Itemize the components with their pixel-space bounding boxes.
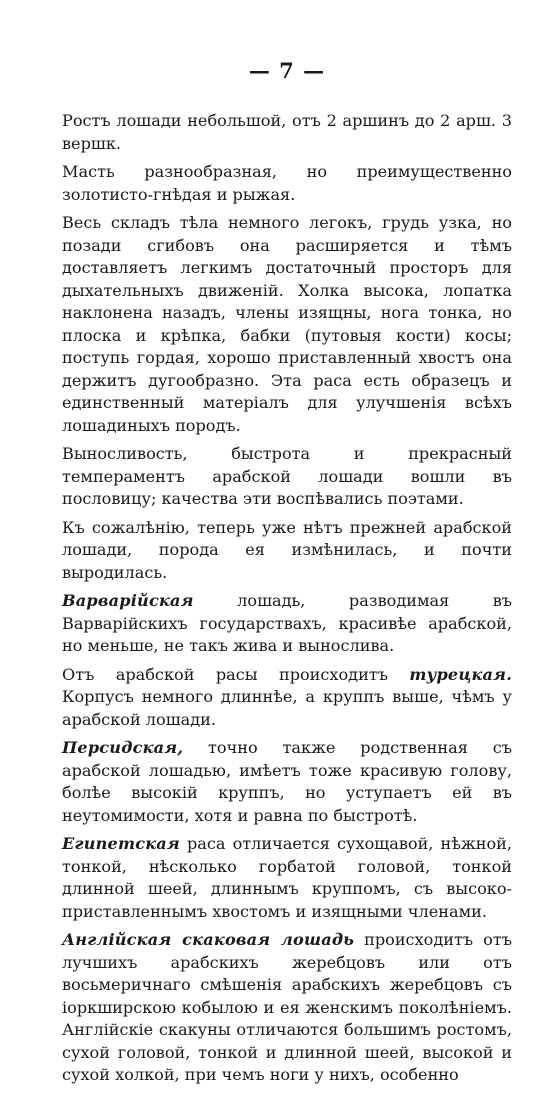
paragraph — [62, 110, 512, 155]
paragraph-text: Къ сожалѣнію, теперь уже нѣтъ прежней арабской лошади, порода ея измѣнилась, и почти выродилась. — [62, 517, 512, 582]
paragraph-text: Выносливость, быстрота и прекрасный темпераментъ арабской лошади вошли въ пословицу; качества эти воспѣвались поэтами. — [62, 444, 512, 508]
italic-term: Англійская скаковая лошадь — [62, 930, 355, 949]
italic-term: турецкая. — [409, 664, 512, 684]
paragraph-text: Корпусъ немного длиннѣе, а круппъ выше, чѣмъ у арабской лошади. — [62, 687, 512, 729]
body-text — [62, 110, 512, 1087]
paragraph — [62, 212, 512, 437]
paragraph-text: Отъ арабской расы происходитъ — [62, 664, 410, 684]
paragraph-text: Масть разнообразная, но преимущественно золотисто-гнѣдая и рыжая. — [62, 162, 512, 204]
paragraph-text: лошадь, разводимая въ Варварійскихъ государствахъ, красивѣе арабской, но меньше, не такъ жива и вынослива. — [62, 591, 512, 655]
italic-term: Персидская, — [62, 738, 184, 757]
paragraph — [62, 737, 512, 827]
paragraph-text: Весь складъ тѣла немного легокъ, грудь узка, но позади сгибовъ она расширяется и тѣмъ доставляетъ легкимъ достаточный просторъ для дыхательныхъ движеній. Холка высока, лопатка наклонена назадъ, члены изящны, нога тонка, но плоска и крѣпка, бабки (путовыя кости) косы; поступь гордая, хорошо приставленный хвостъ она держитъ дугообразно. Эта раса есть образецъ и единственный матеріалъ для улучшенія всѣхъ лошадиныхъ породъ. — [62, 213, 512, 435]
paragraph — [62, 161, 512, 206]
page-number: — 7 — — [248, 58, 326, 83]
paragraph — [62, 929, 512, 1087]
paragraph-text: точно также родственная съ арабской лошадью, имѣетъ тоже красивую голову, болѣе высокій круппъ, но уступаетъ ей въ неутомимости, хотя и равна по быстротѣ. — [62, 738, 512, 825]
paragraph — [62, 664, 512, 732]
paragraph — [62, 517, 512, 585]
paragraph — [62, 443, 512, 511]
book-page — [62, 58, 512, 1093]
paragraph — [62, 833, 512, 923]
paragraph-text: происходитъ отъ лучшихъ арабскихъ жеребцовъ или отъ восьмеричнаго смѣшенія арабскихъ жеребцовъ съ іоркширскою кобылою и ея женскимъ поколѣніемъ. Англійскіе скакуны отличаются большимъ ростомъ, сухой головой, тонкой и длинной шеей, высокой и сухой холкой, при чемъ ноги у нихъ, особенно — [62, 930, 512, 1084]
paragraph-text: раса отличается сухощавой, нѣжной, тонкой, нѣсколько горбатой головой, тонкой длинной шеей, длиннымъ круппомъ, съ высоко-приставленнымъ хвостомъ и изящными членами. — [62, 834, 512, 921]
italic-term: Египетская — [62, 834, 180, 853]
italic-term: Варварійская — [62, 591, 194, 610]
paragraph — [62, 590, 512, 658]
paragraph-text: Ростъ лошади небольшой, отъ 2 аршинъ до 2 арш. 3 вершк. — [62, 111, 512, 153]
